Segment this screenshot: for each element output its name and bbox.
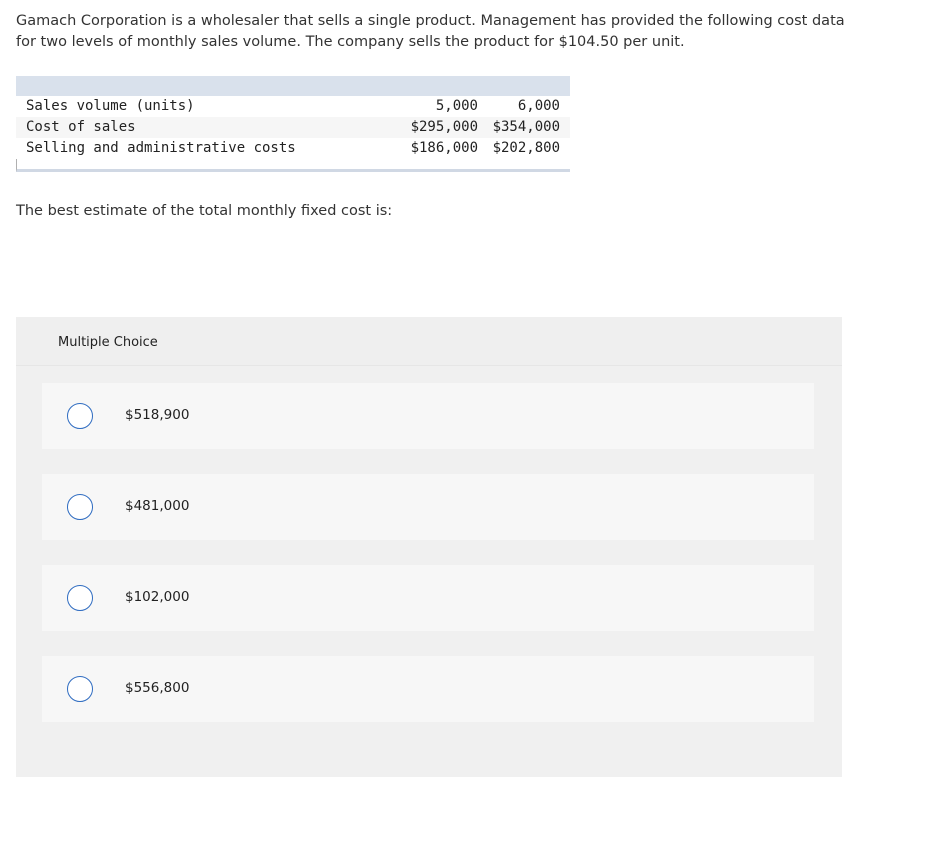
table-bottom-rule: [16, 159, 570, 172]
multiple-choice-panel: [16, 317, 842, 777]
question-prompt: The best estimate of the total monthly fixed cost is:: [16, 203, 393, 219]
cost-data-table: [16, 76, 570, 172]
row-label: Cost of sales: [16, 117, 408, 138]
radio-button-icon[interactable]: [67, 585, 93, 611]
row-label: Selling and administrative costs: [26, 140, 296, 156]
cell-level-1: $295,000: [408, 117, 484, 138]
table-row: [16, 117, 570, 138]
table-header-bar: [16, 76, 570, 96]
choice-option-3[interactable]: [42, 565, 814, 631]
table-row: [16, 96, 570, 117]
table-row: [16, 138, 570, 159]
choice-option-1[interactable]: [42, 383, 814, 449]
choice-option-2[interactable]: [42, 474, 814, 540]
multiple-choice-title: Multiple Choice: [58, 335, 158, 350]
radio-button-icon[interactable]: [67, 403, 93, 429]
question-text: Gamach Corporation is a wholesaler that sells a single product. Management has provided the following cost data for two levels of monthly sales volume. The company sells the product for $104.50 per unit.: [16, 13, 845, 50]
choice-label: $556,800: [125, 680, 190, 696]
cell-level-2: $354,000: [484, 117, 570, 138]
multiple-choice-header: [16, 317, 842, 366]
choice-label: $102,000: [125, 589, 190, 605]
cell-level-1: $186,000: [410, 140, 478, 156]
choice-label: $518,900: [125, 407, 190, 423]
cell-level-1: 5,000: [435, 98, 478, 114]
radio-button-icon[interactable]: [67, 494, 93, 520]
cell-level-2: $202,800: [492, 140, 560, 156]
choice-option-4[interactable]: [42, 656, 814, 722]
cost-table: [16, 96, 570, 159]
cell-level-2: 6,000: [517, 98, 560, 114]
choice-label: $481,000: [125, 498, 190, 514]
row-label: Sales volume (units): [26, 98, 195, 114]
radio-button-icon[interactable]: [67, 676, 93, 702]
